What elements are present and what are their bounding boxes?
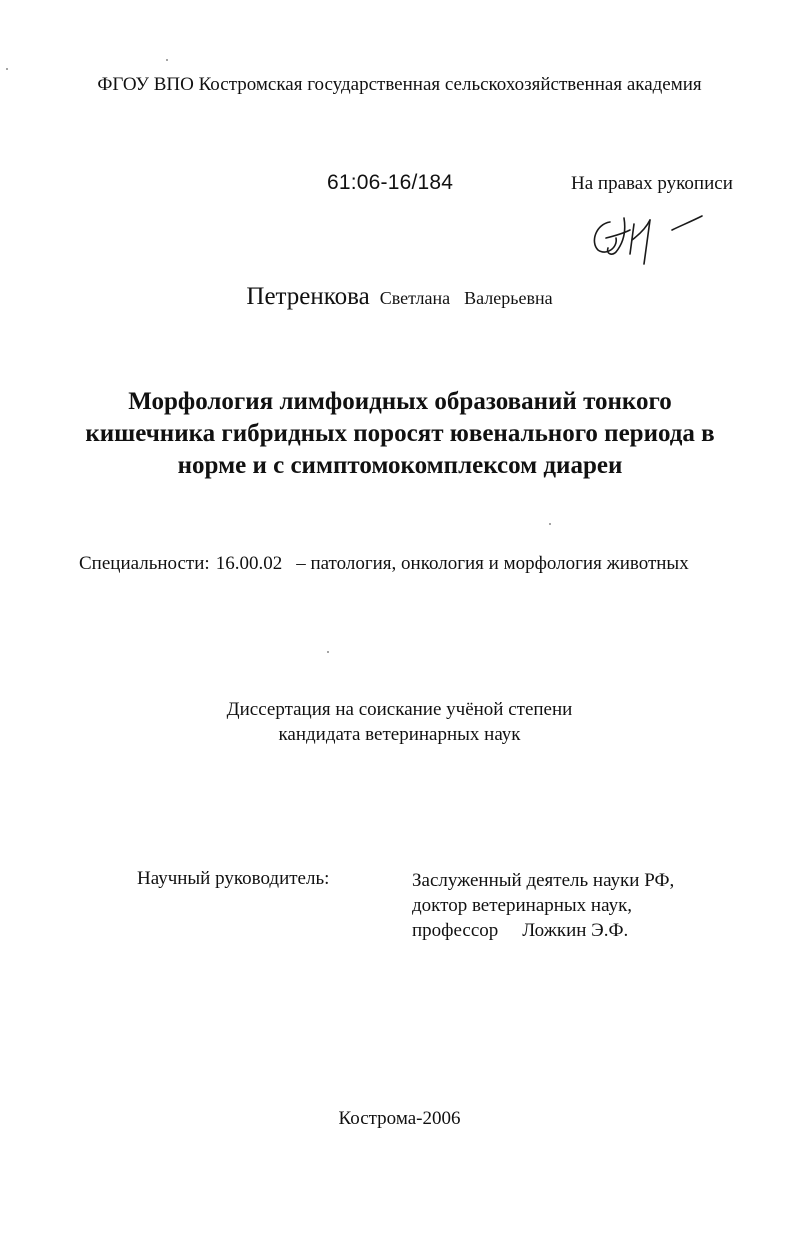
supervisor-title-line-1: Заслуженный деятель науки РФ, — [412, 870, 675, 891]
author-name — [0, 283, 799, 311]
title-line-2: кишечника гибридных поросят ювенального периода в — [85, 420, 715, 447]
degree-statement — [0, 697, 799, 747]
supervisor-position-line — [412, 918, 674, 943]
supervisor-title-line-2: доктор ветеринарных наук, — [412, 895, 633, 916]
specialty-label: Специальности: — [79, 553, 210, 574]
degree-line-1: Диссертация на соискание учёной степени — [226, 699, 573, 720]
supervisor-position: профессор — [412, 920, 499, 941]
handwritten-signature — [588, 208, 708, 268]
specialty — [79, 553, 689, 575]
scan-speck — [6, 68, 8, 70]
scan-speck — [327, 651, 329, 653]
specialty-name: – патология, онкология и морфология животных — [296, 553, 689, 574]
dissertation-title — [60, 386, 740, 482]
scan-speck — [166, 59, 168, 61]
degree-line-2: кандидата ветеринарных наук — [278, 724, 521, 745]
supervisor-info — [412, 868, 674, 943]
scan-speck — [549, 523, 551, 525]
title-line-1: Морфология лимфоидных образований тонкого — [128, 388, 672, 415]
udk-code: 61:06-16/184 — [327, 171, 454, 194]
manuscript-rights-note: На правах рукописи — [571, 173, 733, 194]
institution-name: ФГОУ ВПО Костромская государственная сельскохозяйственная академия — [97, 74, 702, 95]
supervisor-name: Ложкин Э.Ф. — [522, 920, 629, 941]
author-patronymic: Валерьевна — [464, 288, 553, 308]
title-line-3: норме и с симптомокомплексом диареи — [177, 452, 623, 479]
city-year: Кострома-2006 — [338, 1108, 461, 1129]
specialty-code: 16.00.02 — [215, 553, 283, 574]
author-given-name: Светлана — [379, 288, 451, 308]
supervisor-label: Научный руководитель: — [137, 868, 330, 889]
author-surname: Петренкова — [246, 283, 370, 310]
